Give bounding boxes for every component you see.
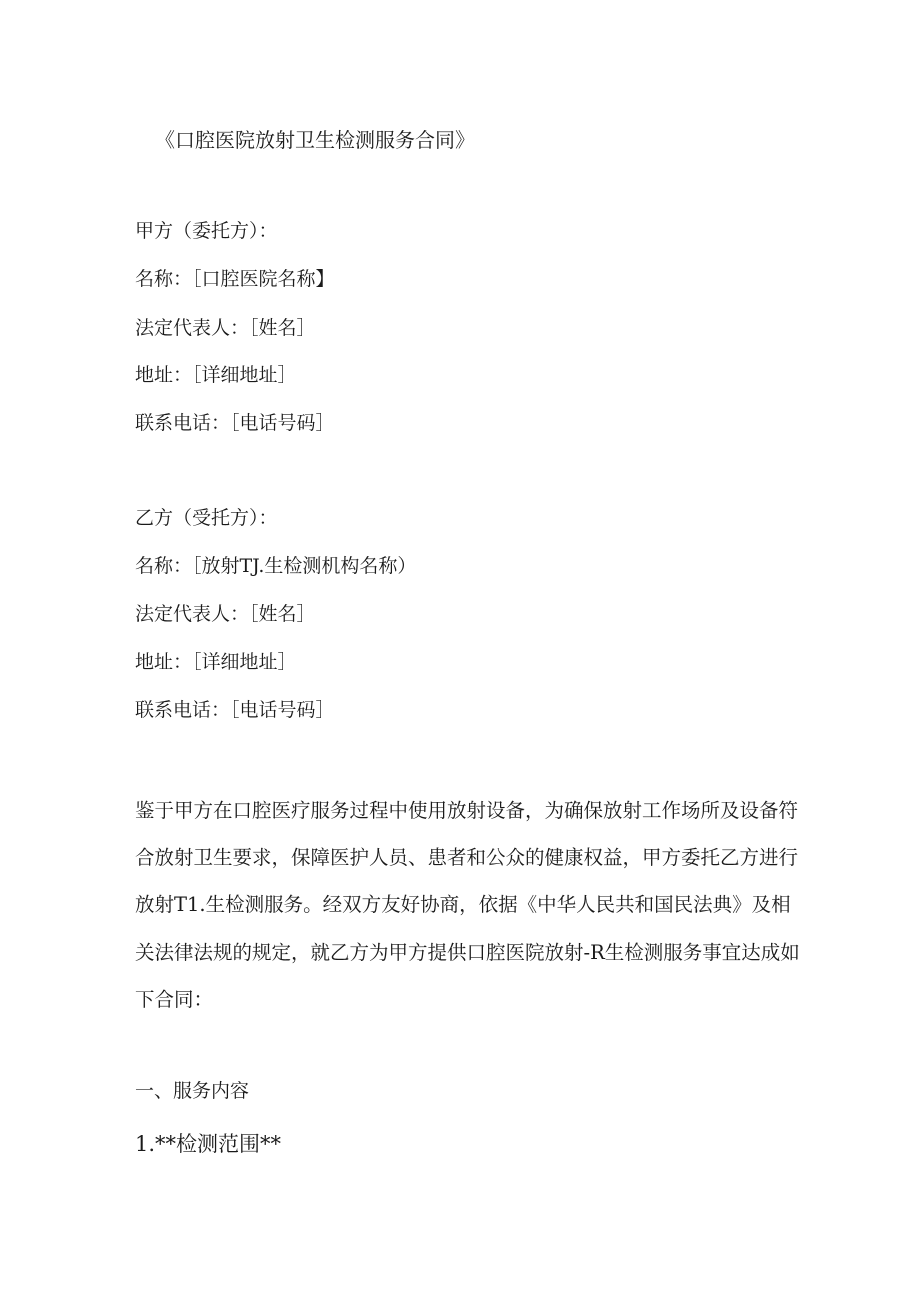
preamble-line: 鉴于甲方在口腔医疗服务过程中使用放射设备，为确保放射工作场所及设备符	[135, 799, 799, 822]
preamble-line: 下合同：	[135, 987, 214, 1011]
party-b-name: 名称：［放射TJ.生检测机构名称）	[135, 555, 417, 577]
party-a-heading: 甲方（委托方）：	[135, 220, 278, 242]
preamble-line: 关法律法规的规定，就乙方为甲方提供口腔医院放射-R生检测服务事宜达成如	[135, 940, 800, 964]
party-a-phone: 联系电话：［电话号码］	[135, 412, 335, 434]
party-b-representative: 法定代表人：［姓名］	[135, 603, 316, 625]
party-b-address: 地址：［详细地址］	[135, 651, 297, 673]
preamble-line: 放射T1.生检测服务。经双方友好协商，依据《中华人民共和国民法典》及相	[135, 893, 791, 917]
preamble-line: 合放射卫生要求，保障医护人员、患者和公众的健康权益，甲方委托乙方进行	[135, 846, 799, 870]
party-b-heading: 乙方（受托方）：	[135, 507, 278, 529]
section-heading-service-content: 一、服务内容	[135, 1080, 250, 1102]
document-title: 《口腔医院放射卫生检测服务合同》	[155, 128, 475, 152]
party-b-phone: 联系电话：［电话号码］	[135, 699, 335, 721]
party-a-address: 地址：［详细地址］	[135, 364, 297, 386]
item-heading-scope: 1.**检测范围**	[135, 1132, 282, 1156]
preamble-paragraph	[135, 787, 800, 1023]
party-a-name: 名称：［口腔医院名称】	[135, 268, 335, 290]
party-a-representative: 法定代表人：［姓名］	[135, 317, 316, 339]
